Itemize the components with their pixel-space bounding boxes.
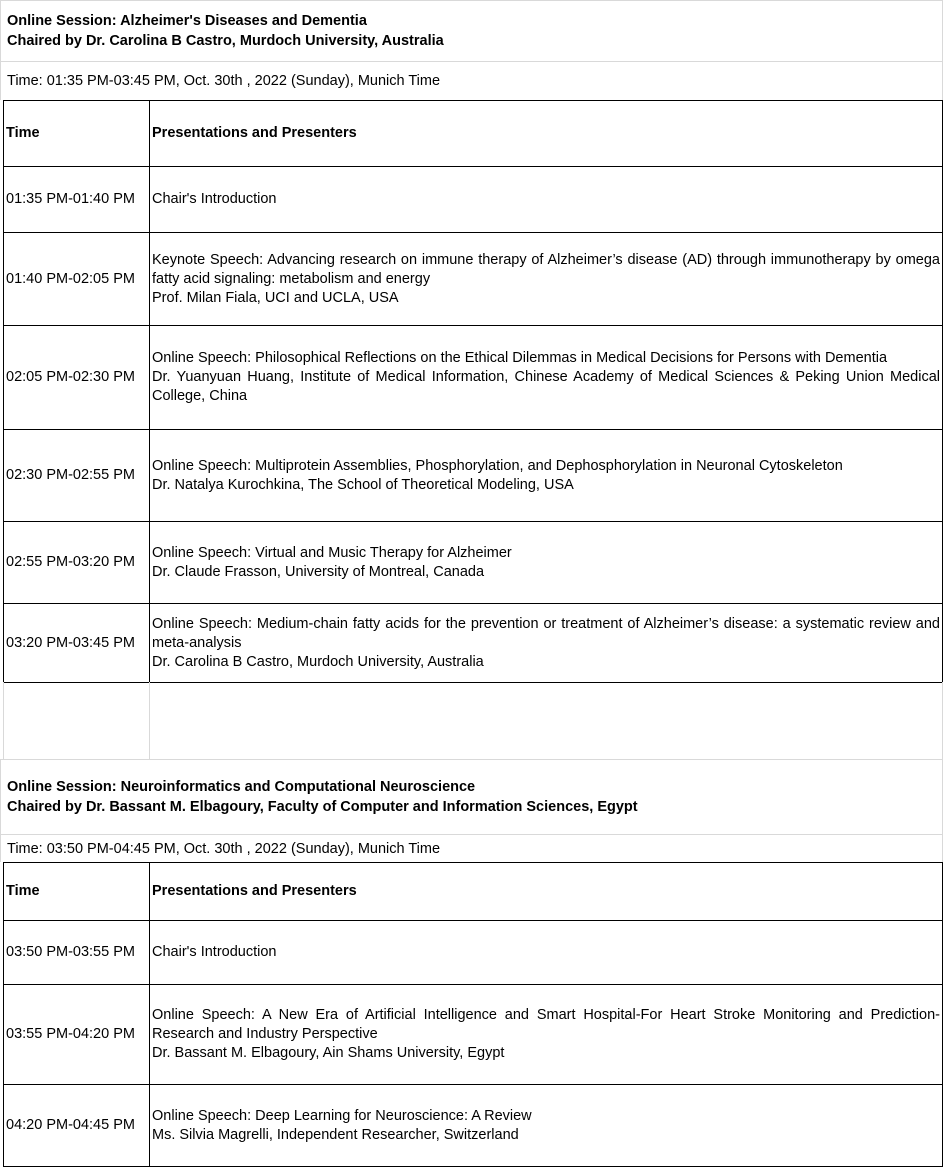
presentation-title: Online Speech: Philosophical Reflections on the Ethical Dilemmas in Medical Decisions for Persons with Dementia — [152, 350, 888, 366]
session2-header — [0, 759, 943, 834]
spacer-divider — [149, 682, 150, 759]
presentation-title: Chair's Introduction — [152, 944, 277, 960]
row-time: 01:40 PM-02:05 PM — [4, 233, 150, 326]
presenter: Prof. Milan Fiala, UCI and UCLA, USA — [152, 289, 399, 306]
presenter: Dr. Natalya Kurochkina, The School of Theoretical Modeling, USA — [152, 476, 574, 493]
presentation-title: Chair's Introduction — [152, 191, 277, 207]
session2-table — [3, 862, 943, 1167]
presenter: Dr. Claude Frasson, University of Montreal, Canada — [152, 563, 485, 580]
column-header-presentations: Presentations and Presenters — [150, 101, 943, 167]
row-time: 03:20 PM-03:45 PM — [4, 604, 150, 683]
row-presentation — [150, 985, 943, 1085]
presentation-title: Online Speech: Multiprotein Assemblies, Phosphorylation, and Dephosphorylation in Neuronal Cytoskeleton — [152, 457, 843, 474]
table-row — [4, 985, 943, 1085]
row-presentation — [150, 921, 943, 985]
presenter: Dr. Yuanyuan Huang, Institute of Medical Information, Chinese Academy of Medical Sciences & Peking Union Medical College, China — [152, 369, 940, 404]
session2-time — [0, 834, 943, 862]
presenter: Ms. Silvia Magrelli, Independent Researcher, Switzerland — [152, 1126, 519, 1143]
table-row — [4, 430, 943, 522]
row-time: 03:50 PM-03:55 PM — [4, 921, 150, 985]
row-time: 02:55 PM-03:20 PM — [4, 522, 150, 604]
presentation-title: Online Speech: Deep Learning for Neuroscience: A Review — [152, 1107, 532, 1124]
presentation-title: Online Speech: Medium-chain fatty acids for the prevention or treatment of Alzheimer’s disease: a systematic review and meta-analysis — [152, 615, 940, 651]
presenter: Dr. Carolina B Castro, Murdoch University, Australia — [152, 653, 484, 670]
table-row — [4, 522, 943, 604]
row-presentation — [150, 1085, 943, 1167]
row-presentation — [150, 167, 943, 233]
session1-table — [3, 100, 943, 683]
table-row — [4, 1085, 943, 1167]
table-row — [4, 233, 943, 326]
session1-time-text: Time: 01:35 PM-03:45 PM, Oct. 30th , 2022 (Sunday), Munich Time — [7, 73, 441, 89]
presenter: Dr. Bassant M. Elbagoury, Ain Shams University, Egypt — [152, 1045, 505, 1061]
column-header-time: Time — [4, 863, 150, 921]
session1-time — [0, 61, 943, 100]
session1-chair: Chaired by Dr. Carolina B Castro, Murdoch University, Australia — [7, 33, 444, 49]
session2-title: Online Session: Neuroinformatics and Computational Neuroscience — [7, 779, 476, 795]
session2-chair: Chaired by Dr. Bassant M. Elbagoury, Faculty of Computer and Information Sciences, Egypt — [7, 799, 638, 815]
column-header-presentations: Presentations and Presenters — [150, 863, 943, 921]
table-row — [4, 604, 943, 683]
presentation-title: Online Speech: A New Era of Artificial Intelligence and Smart Hospital-For Heart Stroke Monitoring and Prediction-Research and Industry Perspective — [152, 1007, 940, 1042]
row-presentation — [150, 233, 943, 326]
row-presentation — [150, 522, 943, 604]
table-header-row — [4, 101, 943, 167]
row-presentation — [150, 326, 943, 430]
row-time: 02:05 PM-02:30 PM — [4, 326, 150, 430]
table-row — [4, 167, 943, 233]
column-header-time: Time — [4, 101, 150, 167]
presentation-title: Keynote Speech: Advancing research on immune therapy of Alzheimer’s disease (AD) through immunotherapy by omega fatty acid signaling: metabolism and energy — [152, 251, 940, 287]
row-presentation — [150, 430, 943, 522]
row-time: 02:30 PM-02:55 PM — [4, 430, 150, 522]
session2-time-text: Time: 03:50 PM-04:45 PM, Oct. 30th , 2022 (Sunday), Munich Time — [7, 840, 441, 857]
row-time: 03:55 PM-04:20 PM — [4, 985, 150, 1085]
presentation-title: Online Speech: Virtual and Music Therapy for Alzheimer — [152, 544, 512, 561]
session1-title: Online Session: Alzheimer's Diseases and Dementia — [7, 13, 367, 29]
row-time: 04:20 PM-04:45 PM — [4, 1085, 150, 1167]
spacer-row — [3, 682, 943, 759]
table-row — [4, 921, 943, 985]
session1-header — [0, 0, 943, 61]
row-time: 01:35 PM-01:40 PM — [4, 167, 150, 233]
table-row — [4, 326, 943, 430]
row-presentation — [150, 604, 943, 683]
table-header-row — [4, 863, 943, 921]
